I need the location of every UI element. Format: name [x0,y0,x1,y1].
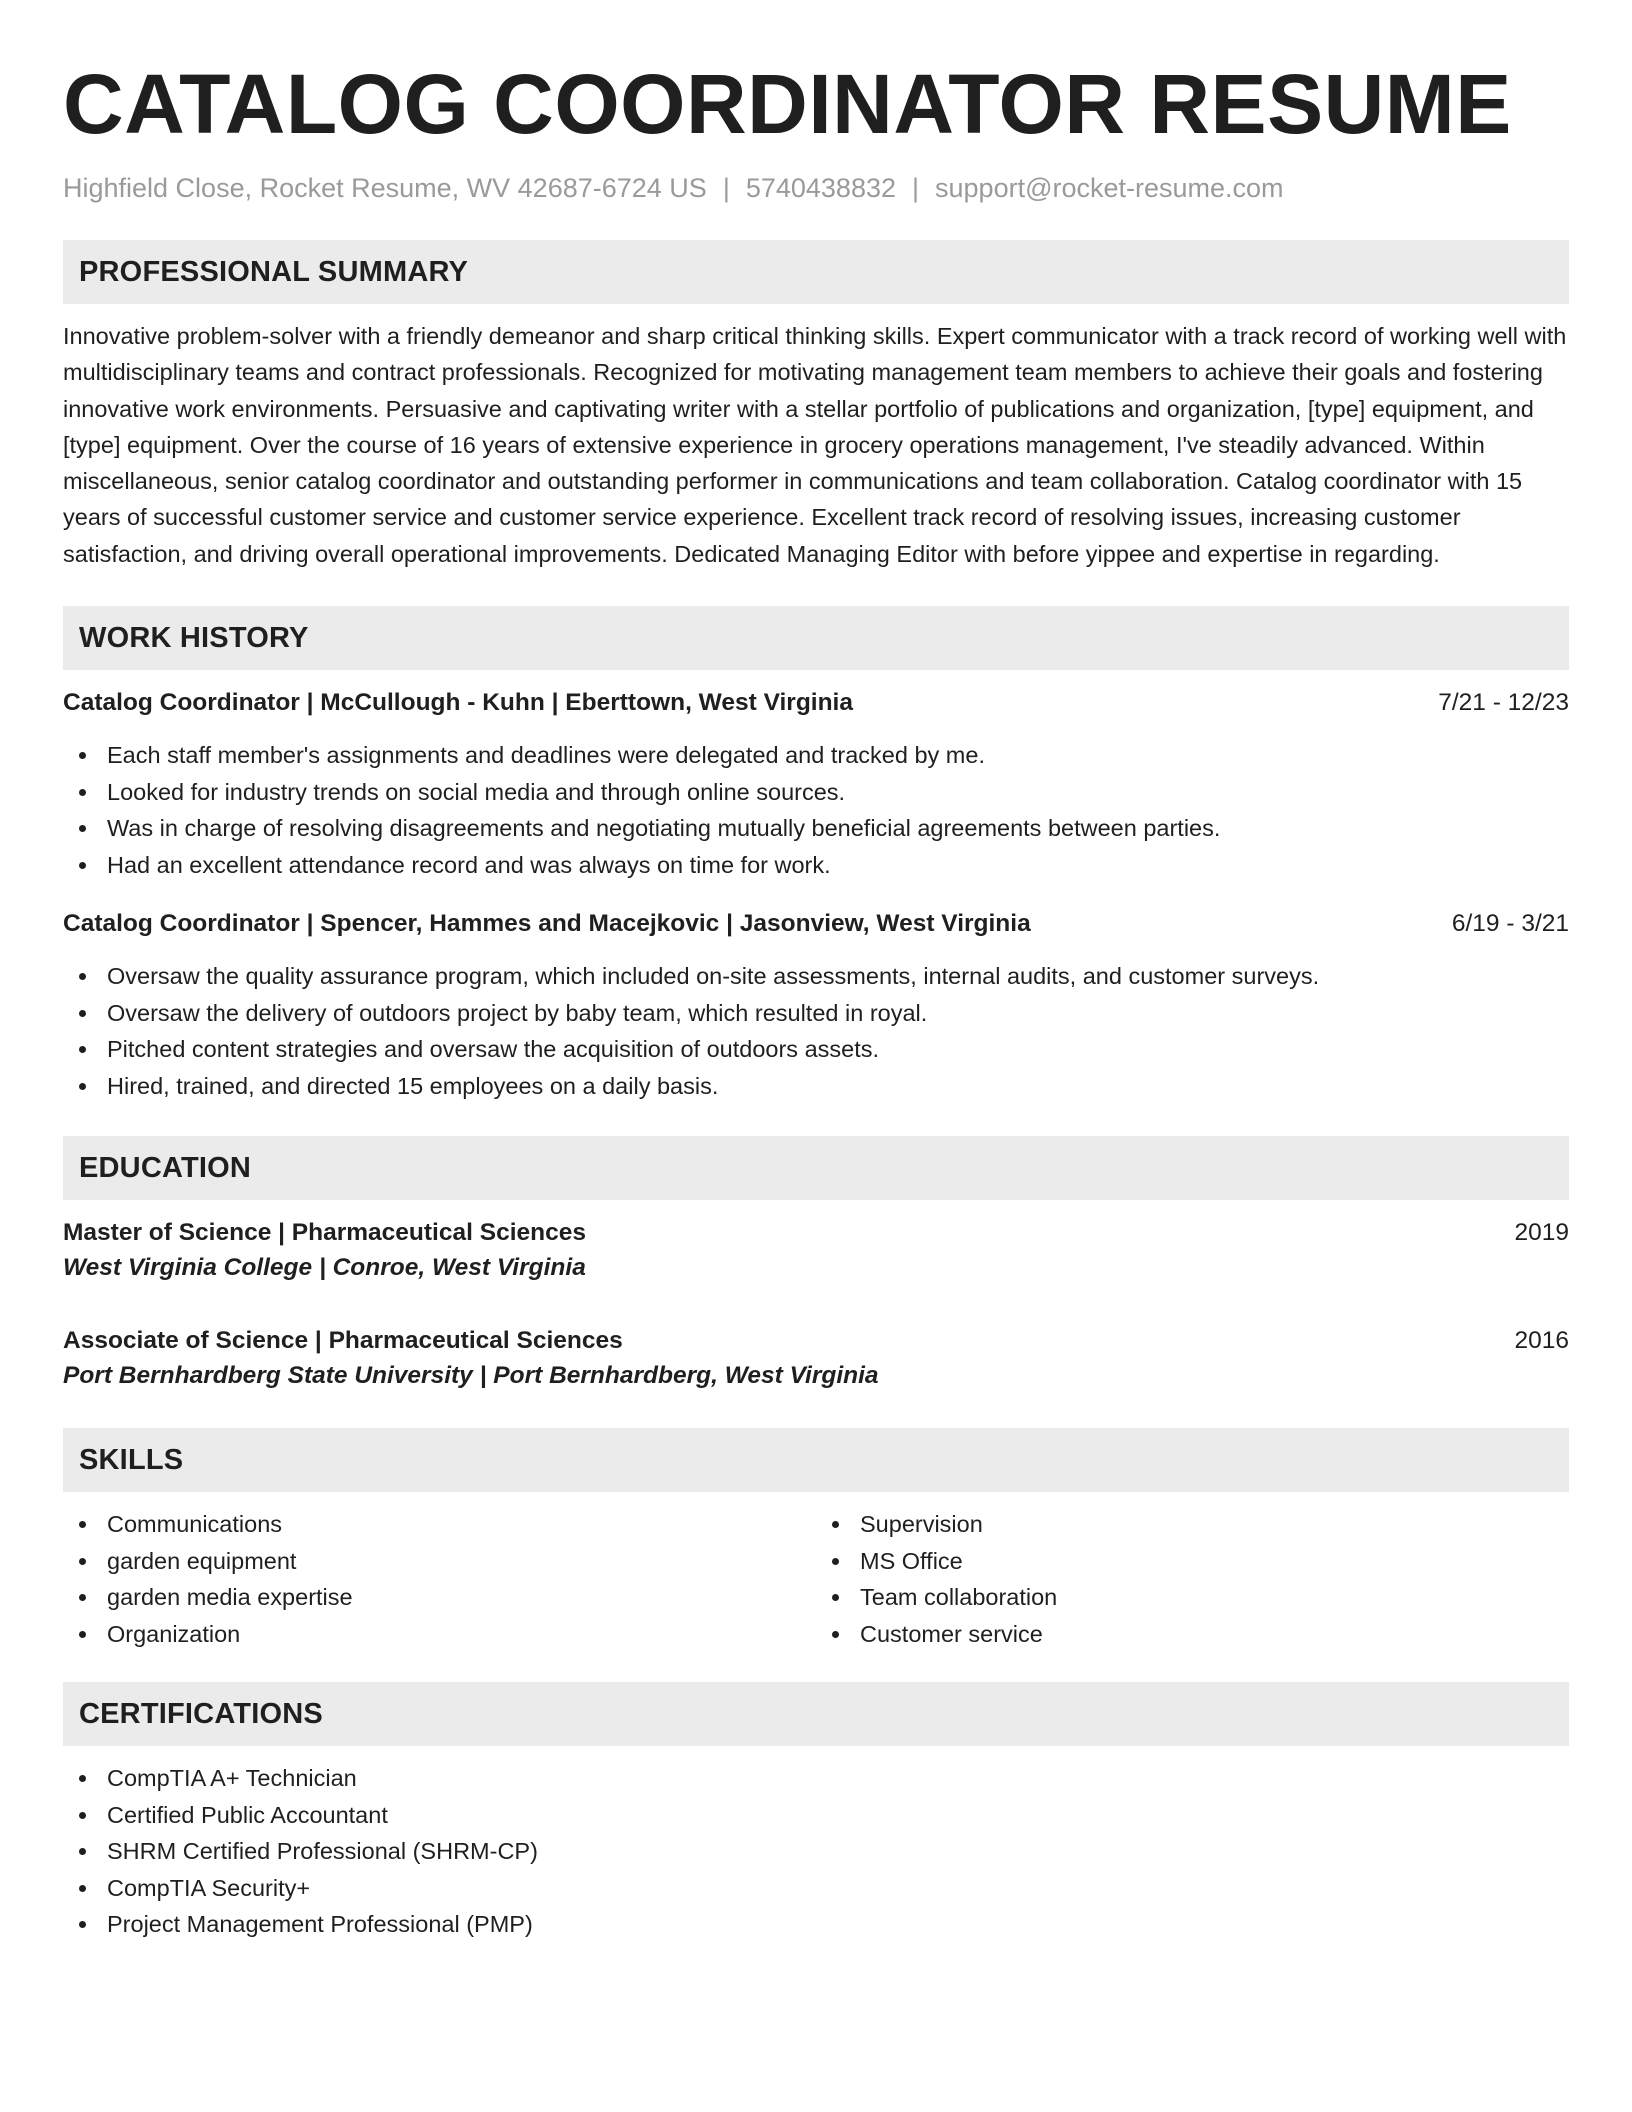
education-year: 2019 [1514,1219,1569,1247]
certification-item: SHRM Certified Professional (SHRM-CP) [63,1833,1569,1870]
job-bullets [63,958,1569,1104]
education-header [63,1324,1569,1358]
job-entry [63,907,1569,1104]
job-bullet: Hired, trained, and directed 15 employees on a daily basis. [63,1068,1569,1105]
contact-email: support@rocket-resume.com [935,173,1284,203]
section-header-work-history: WORK HISTORY [63,606,1569,670]
job-header [63,907,1569,941]
skill-item: Customer service [816,1616,1569,1653]
certification-item: CompTIA Security+ [63,1870,1569,1907]
skill-item: garden equipment [63,1543,816,1580]
education-entry [63,1216,1569,1286]
certifications-list [63,1760,1569,1943]
education-school: West Virginia College | Conroe, West Virginia [63,1254,586,1282]
job-bullet: Oversaw the quality assurance program, which included on-site assessments, internal audits, and customer surveys. [63,958,1569,995]
summary-text: Innovative problem-solver with a friendly demeanor and sharp critical thinking skills. Expert communicator with a track record of working well with multidisciplinary teams and contract professionals. Recognized for motivating management team members to achieve their goals and fostering innovative work environments. Persuasive and captivating writer with a stellar portfolio of publications and organization, [type] equipment, and [type] equipment. Over the course of 16 years of extensive experience in grocery operations management, I've steadily advanced. Within miscellaneous, senior catalog coordinator and outstanding performer in communications and team collaboration. Catalog coordinator with 15 years of successful customer service and customer service experience. Excellent track record of resolving issues, increasing customer satisfaction, and driving overall operational improvements. Dedicated Managing Editor with before yippee and expertise in regarding. [63,323,1567,567]
job-entry [63,686,1569,883]
job-dates: 6/19 - 3/21 [1451,910,1569,938]
skill-item: Supervision [816,1506,1569,1543]
job-bullet: Each staff member's assignments and deadlines were delegated and tracked by me. [63,737,1569,774]
education-entry [63,1324,1569,1394]
job-bullet: Looked for industry trends on social media and through online sources. [63,774,1569,811]
section-header-certifications: CERTIFICATIONS [63,1682,1569,1746]
job-title: Catalog Coordinator | Spencer, Hammes and Macejkovic | Jasonview, West Virginia [63,910,1031,938]
skills-grid [63,1506,1569,1652]
skill-item: garden media expertise [63,1579,816,1616]
skill-item: Team collaboration [816,1579,1569,1616]
education-degree: Master of Science | Pharmaceutical Sciences [63,1219,586,1247]
education-year: 2016 [1514,1327,1569,1355]
job-dates: 7/21 - 12/23 [1438,689,1569,717]
education-school: Port Bernhardberg State University | Port Bernhardberg, West Virginia [63,1362,879,1390]
contact-line [63,170,1569,206]
resume-title: CATALOG COORDINATOR RESUME [63,57,1512,151]
certification-item: Certified Public Accountant [63,1797,1569,1834]
job-header [63,686,1569,720]
contact-separator: | [722,173,730,203]
section-header-education: EDUCATION [63,1136,1569,1200]
section-header-skills: SKILLS [63,1428,1569,1492]
certification-item: CompTIA A+ Technician [63,1760,1569,1797]
contact-phone: 5740438832 [745,173,896,203]
contact-address: Highfield Close, Rocket Resume, WV 42687-6724 US [63,173,707,203]
job-bullet: Was in charge of resolving disagreements and negotiating mutually beneficial agreements between parties. [63,810,1569,847]
certification-item: Project Management Professional (PMP) [63,1906,1569,1943]
education-degree: Associate of Science | Pharmaceutical Sciences [63,1327,623,1355]
contact-separator: | [912,173,920,203]
education-header [63,1216,1569,1250]
skill-item: Communications [63,1506,816,1543]
job-bullet: Pitched content strategies and oversaw the acquisition of outdoors assets. [63,1031,1569,1068]
job-bullets [63,737,1569,883]
job-title: Catalog Coordinator | McCullough - Kuhn | Eberttown, West Virginia [63,689,853,717]
skill-item: Organization [63,1616,816,1653]
skills-column-right [816,1506,1569,1652]
job-bullet: Had an excellent attendance record and was always on time for work. [63,847,1569,884]
skill-item: MS Office [816,1543,1569,1580]
section-header-summary: PROFESSIONAL SUMMARY [63,240,1569,304]
skills-column-left [63,1506,816,1652]
job-bullet: Oversaw the delivery of outdoors project by baby team, which resulted in royal. [63,995,1569,1032]
